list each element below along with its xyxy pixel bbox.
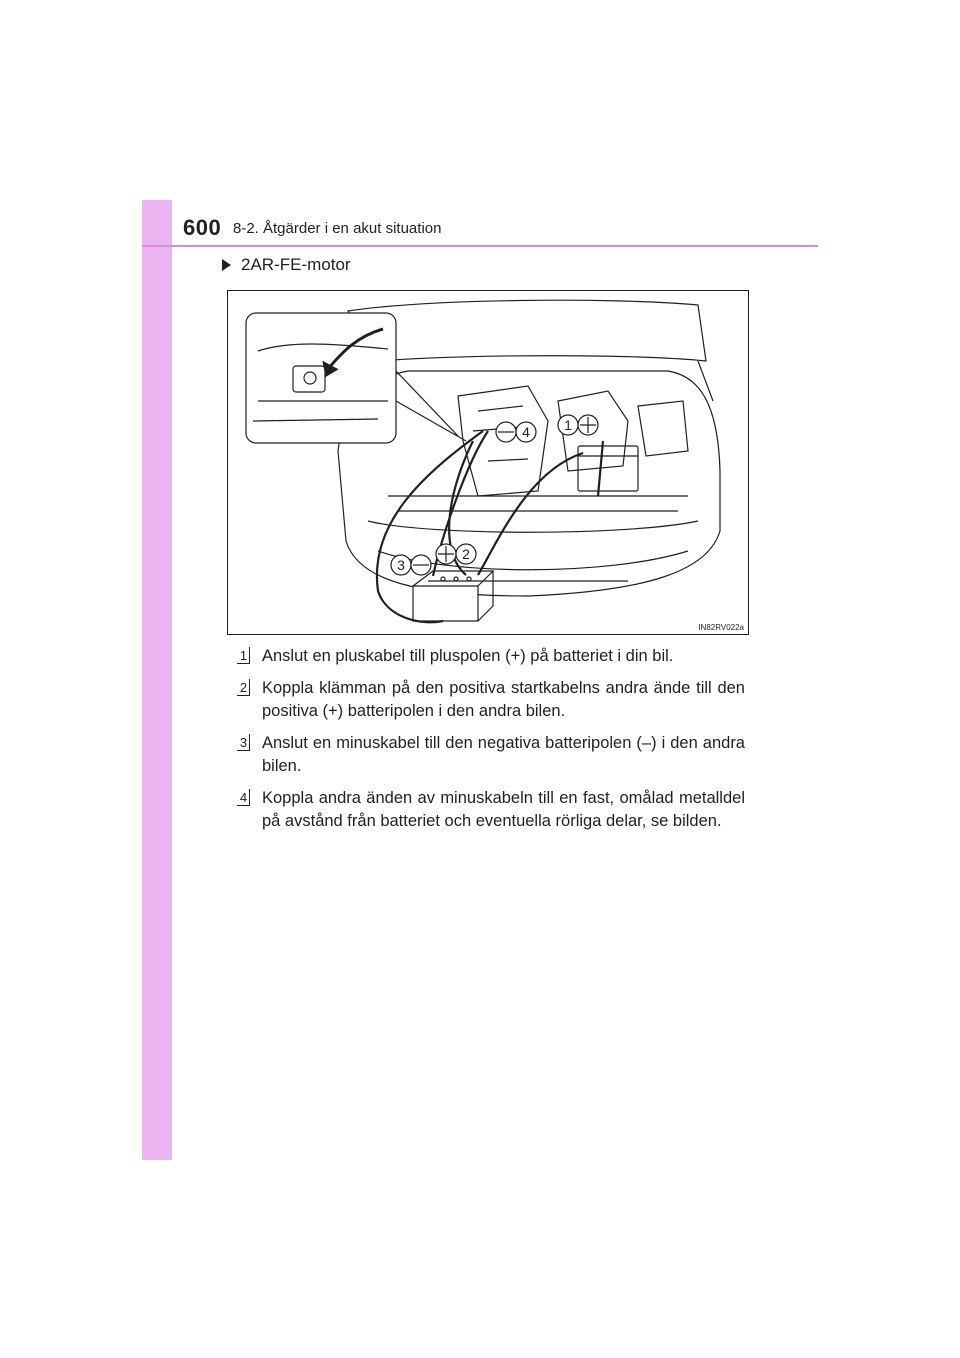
step-item — [237, 787, 745, 833]
step-number: 3 — [237, 734, 250, 751]
figure-code: IN82RV022a — [698, 623, 744, 632]
step-item — [237, 645, 745, 668]
step-item — [237, 677, 745, 723]
subheading-text: 2AR-FE-motor — [241, 255, 351, 274]
step-list — [237, 645, 745, 842]
step-number: 2 — [237, 679, 250, 696]
step-text: Anslut en minuskabel till den negativa batteripolen (–) i den andra bilen. — [262, 734, 745, 775]
callout-label-4: 4 — [522, 424, 530, 440]
step-number: 4 — [237, 789, 250, 806]
step-text: Koppla klämman på den positiva startkabelns andra ände till den positiva (+) batteripolen i den andra bilen. — [262, 679, 745, 720]
callout-label-2: 2 — [462, 546, 470, 562]
subheading — [222, 255, 351, 275]
page-number: 600 — [183, 215, 222, 240]
header-rule — [142, 245, 818, 247]
callout-label-1: 1 — [564, 417, 572, 433]
step-text: Anslut en pluskabel till pluspolen (+) på batteriet i din bil. — [262, 647, 674, 665]
step-text: Koppla andra änden av minuskabeln till en fast, omålad metalldel på avstånd från batteriet och eventuella rörliga delar, se bilden. — [262, 789, 745, 830]
triangle-bullet-icon — [222, 259, 231, 271]
callout-minus-4 — [496, 422, 536, 442]
section-title: 8-2. Åtgärder i en akut situation — [233, 220, 442, 237]
step-item — [237, 732, 745, 778]
step-number: 1 — [237, 647, 250, 664]
engine-bay-drawing — [228, 291, 748, 634]
callout-label-3: 3 — [397, 557, 405, 573]
side-color-band — [142, 200, 172, 1160]
engine-jump-start-illustration — [227, 290, 749, 635]
